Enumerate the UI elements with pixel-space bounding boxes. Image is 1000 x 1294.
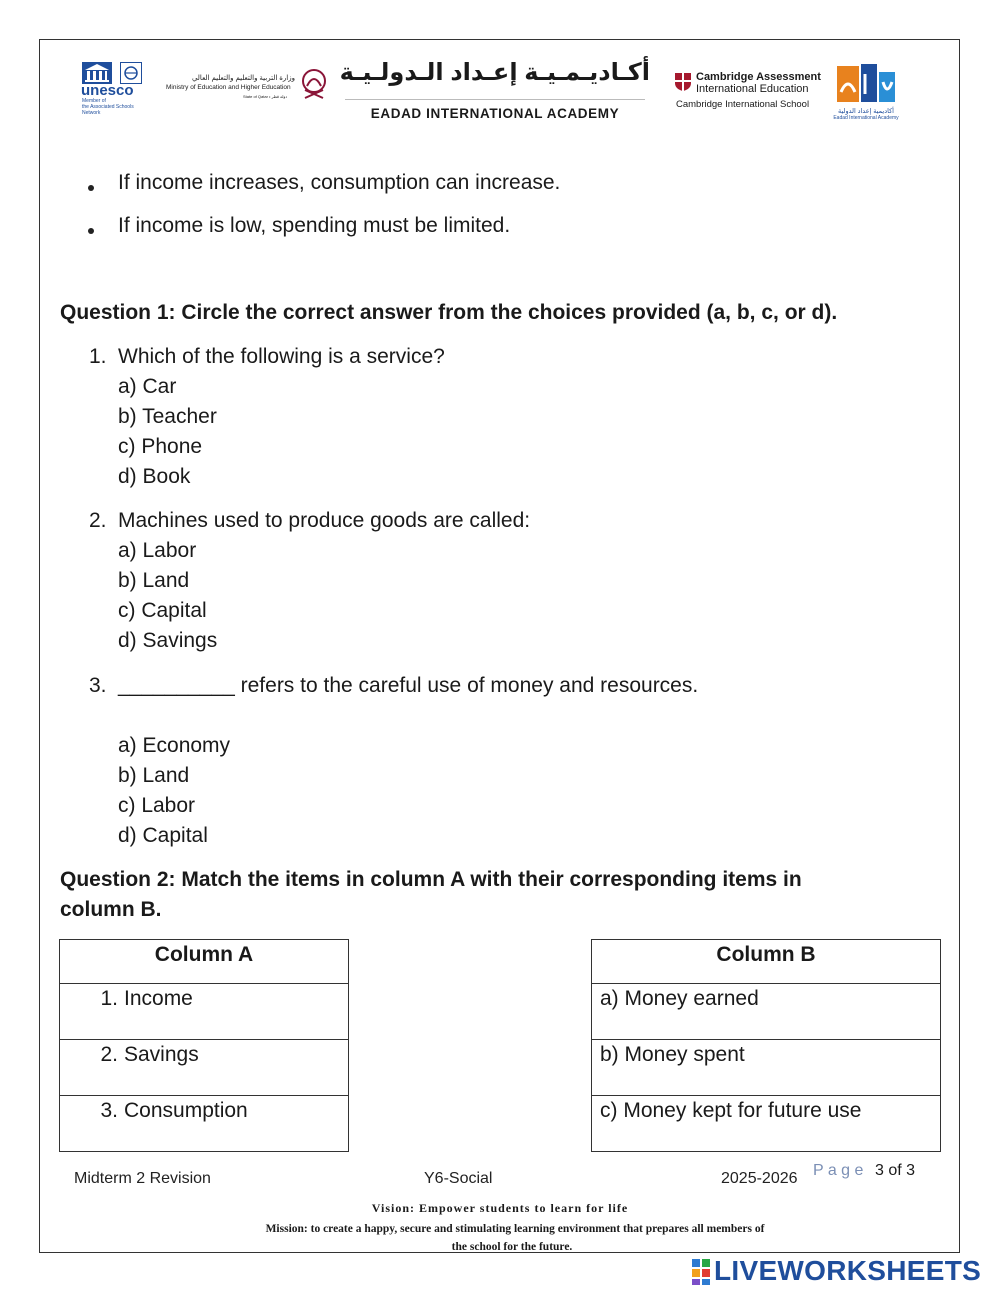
qatar-emblem-icon [299,68,329,104]
q1-item-3-text: __________ refers to the careful use of money and resources. [118,674,699,697]
vision-statement: Vision: Empower students to learn for life [371,1201,629,1215]
eadad-logo-english: Eadad International Academy [833,115,899,121]
q1-item-1-text: Which of the following is a service? [118,345,445,368]
unesco-wordmark: unesco [81,82,134,99]
mission-statement: Mission: to create a happy, secure and stimulating learning environment that prepares all members of [265,1223,765,1235]
unesco-tagline-2: the Associated Schools [82,104,134,110]
eadad-logo-arabic: أكاديمية إعداد الدولية [838,108,894,115]
q1-item-2-option-b[interactable]: b) Land [118,569,190,592]
unesco-logo [80,62,150,118]
page-number: 3 of 3 [875,1162,916,1179]
bullet-item: If income is low, spending must be limited. [118,214,511,237]
q1-item-3-option-c[interactable]: c) Labor [118,794,196,817]
column-a-number: 1. [100,987,118,1010]
academy-arabic-title: أكـاديـمـيـة إعـداد الـدولـيـة [339,59,650,86]
question-1-heading: Question 1: Circle the correct answer from the choices provided (a, b, c, or d). [60,301,838,324]
cambridge-shield-icon [674,72,692,92]
q1-item-3-option-d[interactable]: d) Capital [118,824,208,847]
q1-item-2-option-d[interactable]: d) Savings [118,629,218,652]
cambridge-line-2: International Education [696,83,809,95]
q1-item-number: 2. [89,509,107,532]
q1-item-1-option-d[interactable]: d) Book [118,465,191,488]
column-a-number: 3. [100,1099,118,1122]
liveworksheets-text: LIVEWORKSHEETS [714,1255,982,1286]
q1-item-number: 3. [89,674,107,697]
footer-year: 2025-2026 [721,1170,798,1187]
cambridge-line-1: Cambridge Assessment [696,71,821,83]
column-b-cell[interactable]: c) Money kept for future use [592,1096,941,1152]
q1-item-1-option-b[interactable]: b) Teacher [118,405,217,428]
column-a-item: Consumption [124,1099,248,1122]
column-a-header: Column A [60,940,349,984]
bullet-item: If income increases, consumption can increase. [118,171,561,194]
column-b-cell[interactable]: b) Money spent [592,1040,941,1096]
question-2-heading-cont: column B. [60,898,162,921]
bullet-icon [88,185,94,191]
ministry-english: Ministry of Education and Higher Education [166,84,291,91]
eadad-emblem-icon [835,62,897,106]
page-label: P a g e [813,1162,864,1179]
bullet-icon [88,228,94,234]
column-b-cell[interactable]: a) Money earned [592,984,941,1040]
q1-item-3-option-b[interactable]: b) Land [118,764,190,787]
unesco-tagline-1: Member of [82,98,106,104]
q1-item-2-option-c[interactable]: c) Capital [118,599,207,622]
ministry-state: State of Qatar • دولة قطر [243,94,288,99]
footer-left: Midterm 2 Revision [74,1170,211,1187]
footer-center: Y6-Social [424,1170,493,1187]
column-a-item: Savings [124,1043,199,1066]
ministry-arabic: وزارة التربية والتعليم والتعليم العالي [191,75,295,82]
mission-statement-cont: the school for the future. [451,1241,573,1253]
academy-english-title: EADAD INTERNATIONAL ACADEMY [370,106,620,121]
unesco-tagline-3: Network [82,110,101,116]
column-b-header: Column B [592,940,941,984]
q1-item-number: 1. [89,345,107,368]
column-a-cell[interactable] [60,984,349,1040]
question-2-heading: Question 2: Match the items in column A with their corresponding items in [60,868,802,891]
q1-item-2-text: Machines used to produce goods are called: [118,509,531,532]
liveworksheets-watermark[interactable] [692,1255,992,1287]
header-divider [345,99,645,100]
q1-item-2-option-a[interactable]: a) Labor [118,539,197,562]
q1-item-1-option-c[interactable]: c) Phone [118,435,203,458]
aspnet-icon [120,62,142,84]
unesco-temple-icon [82,62,112,84]
cambridge-line-3: Cambridge International School [676,99,810,110]
column-a-number: 2. [100,1043,118,1066]
q1-item-3-option-a[interactable]: a) Economy [118,734,231,757]
q1-item-1-option-a[interactable]: a) Car [118,375,177,398]
column-a-item: Income [124,987,193,1010]
column-a-cell[interactable] [60,1096,349,1152]
column-b-table [591,939,941,1152]
column-a-cell[interactable] [60,1040,349,1096]
cambridge-logo [674,70,824,112]
eadad-logo [828,62,904,122]
column-a-table [59,939,349,1152]
ministry-logo [163,66,331,106]
